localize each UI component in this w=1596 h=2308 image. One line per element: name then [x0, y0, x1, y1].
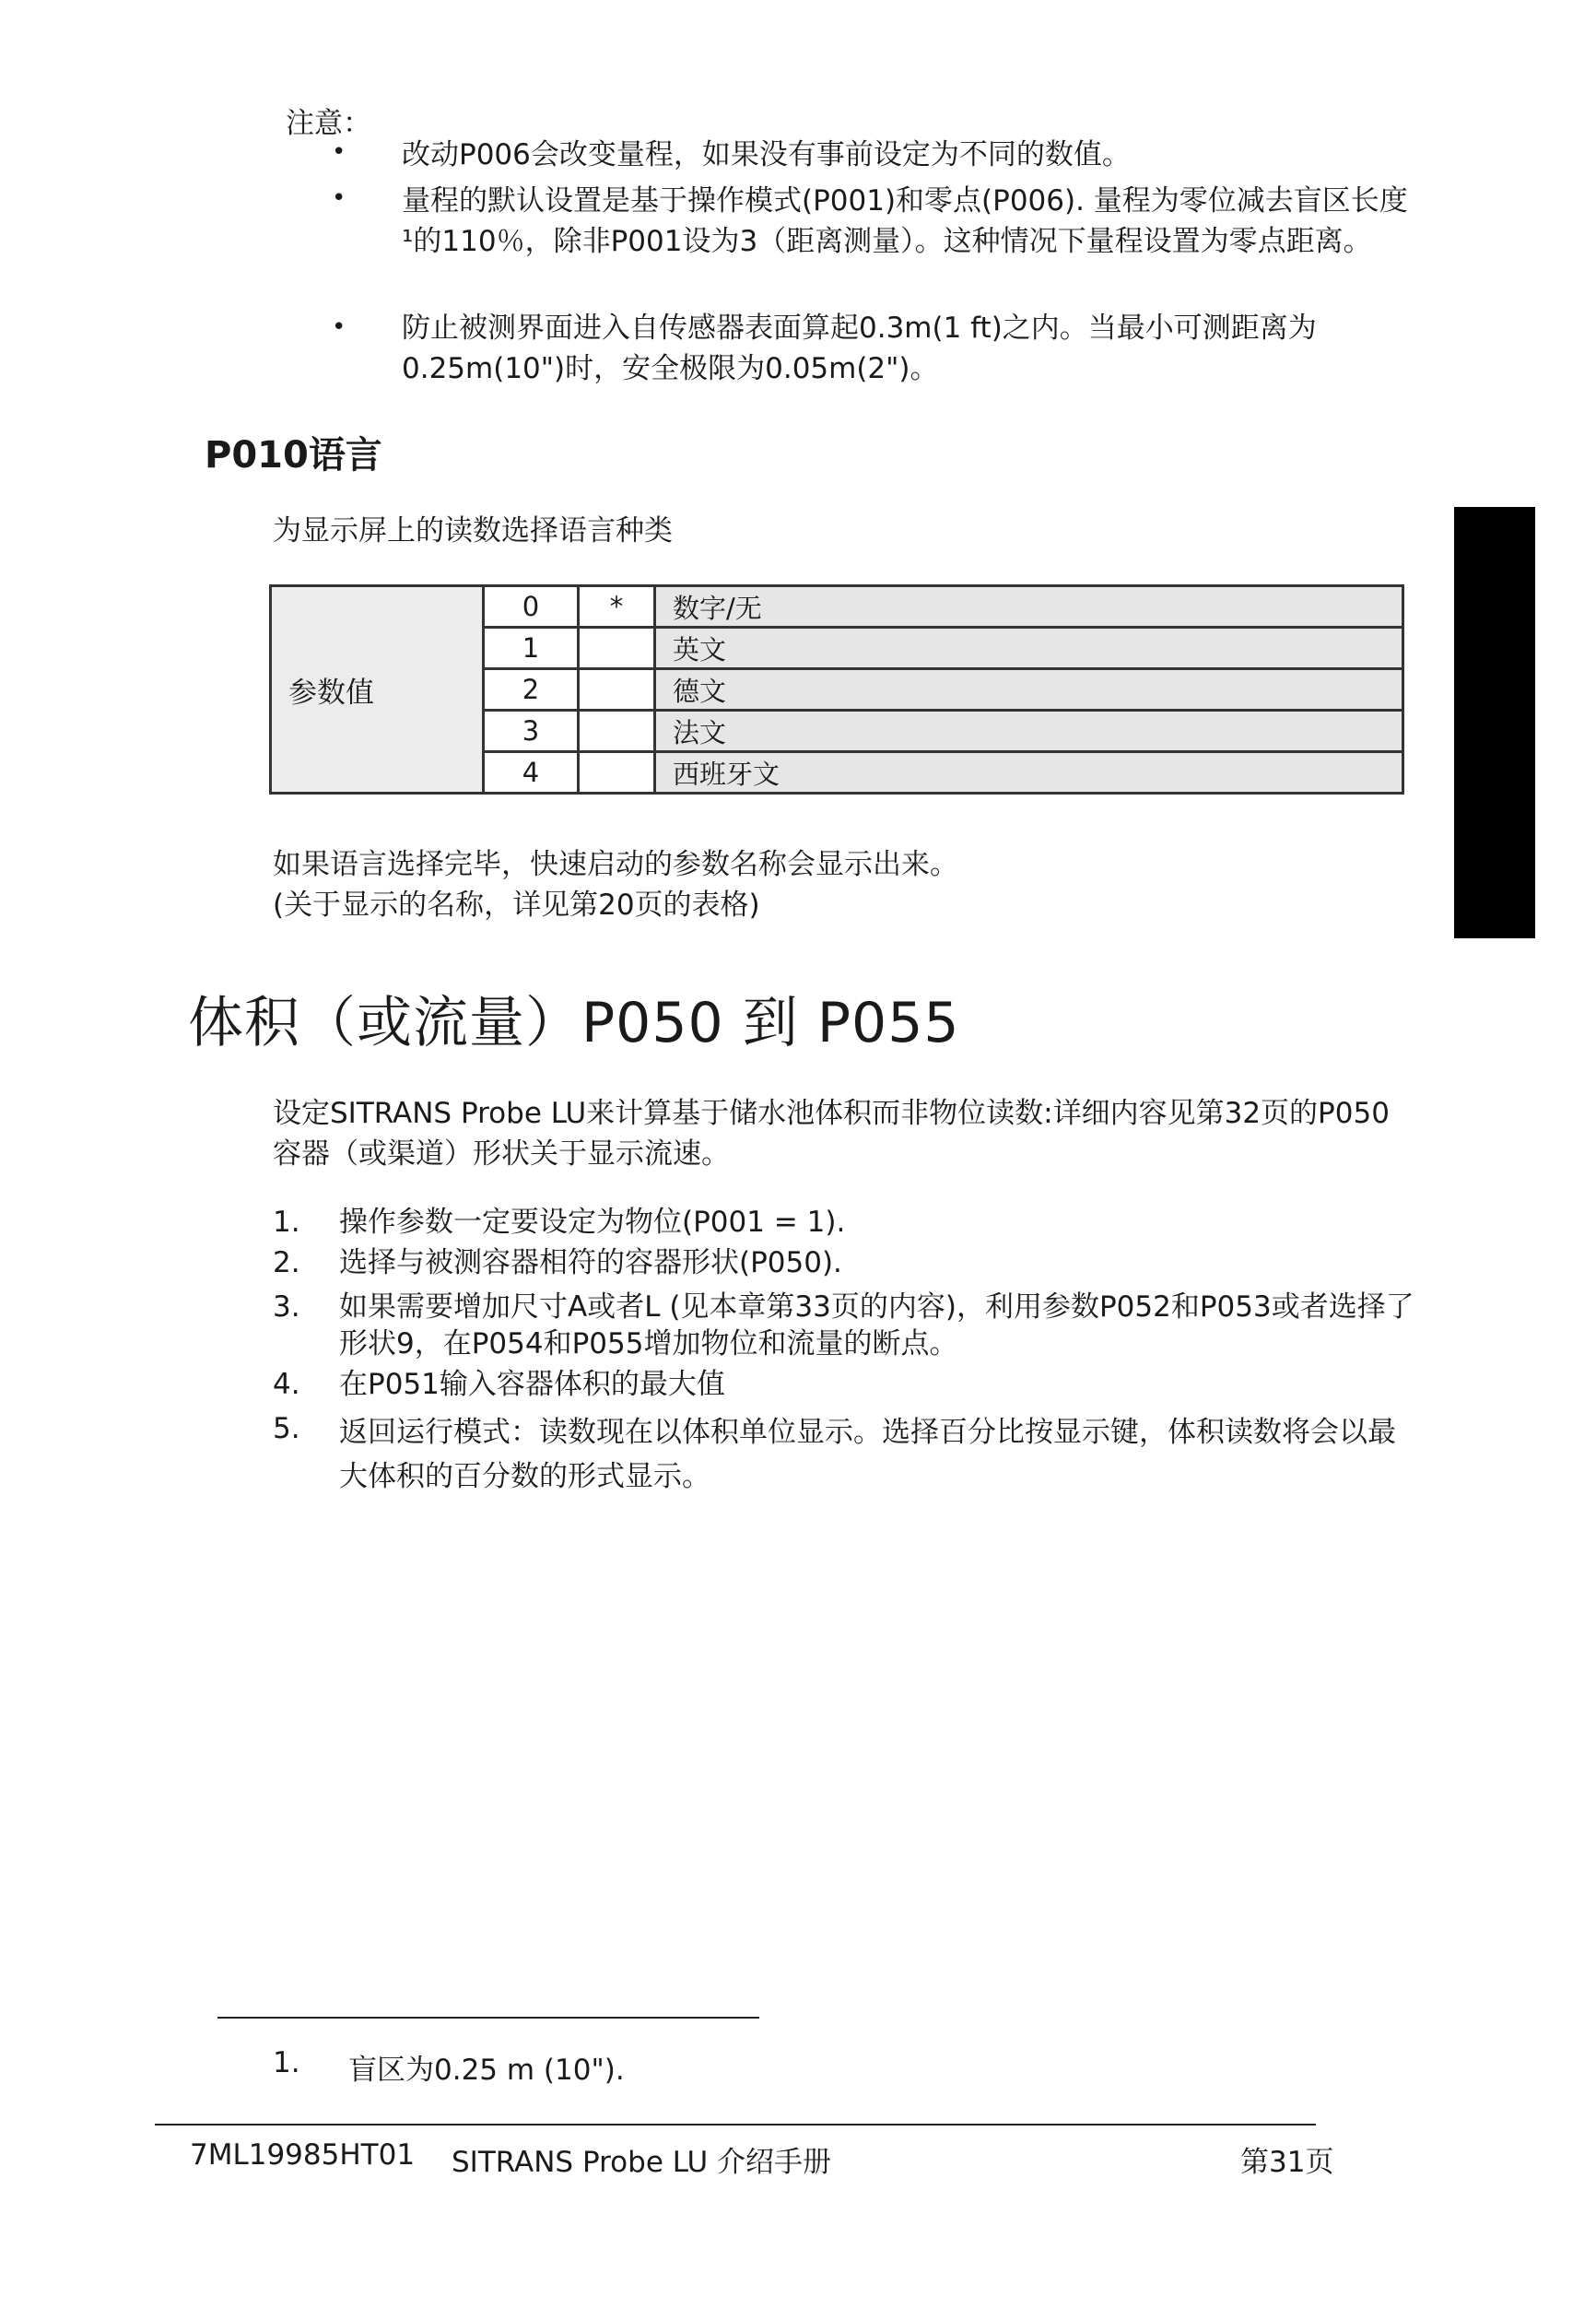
param-value: 德文: [655, 669, 1403, 711]
step-text: 返回运行模式：读数现在以体积单位显示。选择百分比按显示键，体积读数将会以最大体积的百分数的形式显示。: [339, 1416, 1396, 1493]
param-num: 3: [484, 711, 579, 752]
volume-intro: 设定SITRANS Probe LU来计算基于储水池体积而非物位读数:详细内容见第32页的P050容器（或渠道）形状关于显示流速。: [273, 1097, 1390, 1171]
table-row: [271, 586, 1403, 628]
note-item-2: 量程的默认设置是基于操作模式(P001)和零点(P006). 量程为零位减去盲区长度¹的110％，除非P001设为3（距离测量）。这种情况下量程设置为零点距离。: [402, 184, 1408, 258]
step-number: 5.: [273, 1412, 300, 1445]
section-heading-volume: 体积（或流量）P050 到 P055: [188, 991, 960, 1055]
bullet-icon: •: [332, 184, 346, 212]
footnote-text: 盲区为0.25 m (10").: [348, 2054, 625, 2087]
default-mark: [579, 669, 655, 711]
footer-product: SITRANS Probe LU 介绍手册: [452, 2146, 832, 2179]
default-mark: *: [579, 586, 655, 628]
p010-after-1: 如果语言选择完毕，快速启动的参数名称会显示出来。: [273, 848, 958, 881]
param-value: 数字/无: [655, 586, 1403, 628]
footer-page-number: 第31页: [1240, 2146, 1334, 2179]
param-num: 4: [484, 752, 579, 794]
bullet-icon: •: [332, 138, 346, 166]
step-text: 选择与被测容器相符的容器形状(P050).: [339, 1246, 842, 1279]
step-number: 3.: [273, 1290, 300, 1324]
step-number: 4.: [273, 1368, 300, 1401]
footnote-divider: [217, 2017, 759, 2019]
step-text: 在P051输入容器体积的最大值: [339, 1368, 725, 1401]
step-text: 如果需要增加尺寸A或者L (见本章第33页的内容)，利用参数P052和P053或者选择了形状9，在P054和P055增加物位和流量的断点。: [339, 1290, 1414, 1360]
note-label: 注意：: [286, 107, 371, 140]
param-value: 法文: [655, 711, 1403, 752]
default-mark: [579, 628, 655, 669]
step-number: 2.: [273, 1246, 300, 1279]
note-item-1: 改动P006会改变量程，如果没有事前设定为不同的数值。: [402, 138, 1131, 171]
footnote-number: 1.: [273, 2046, 300, 2079]
bullet-icon: •: [332, 313, 346, 341]
default-mark: [579, 752, 655, 794]
footer-doc-number: 7ML19985HT01: [190, 2138, 416, 2172]
parameter-table: [269, 584, 1404, 795]
chapter-tab: [1454, 507, 1535, 938]
param-num: 0: [484, 586, 579, 628]
param-num: 1: [484, 628, 579, 669]
p010-after-2: (关于显示的名称，详见第20页的表格): [273, 889, 760, 922]
note-item-3: 防止被测界面进入自传感器表面算起0.3m(1 ft)之内。当最小可测距离为0.25m(10")时，安全极限为0.05m(2")。: [402, 312, 1317, 385]
p010-intro: 为显示屏上的读数选择语言种类: [273, 514, 673, 548]
param-label: 参数值: [271, 586, 484, 794]
step-text: 操作参数一定要设定为物位(P001 = 1).: [339, 1206, 846, 1239]
step-number: 1.: [273, 1206, 300, 1239]
param-value: 西班牙文: [655, 752, 1403, 794]
default-mark: [579, 711, 655, 752]
footer-divider: [155, 2124, 1316, 2125]
param-value: 英文: [655, 628, 1403, 669]
section-heading-p010: P010语言: [205, 434, 382, 477]
param-num: 2: [484, 669, 579, 711]
